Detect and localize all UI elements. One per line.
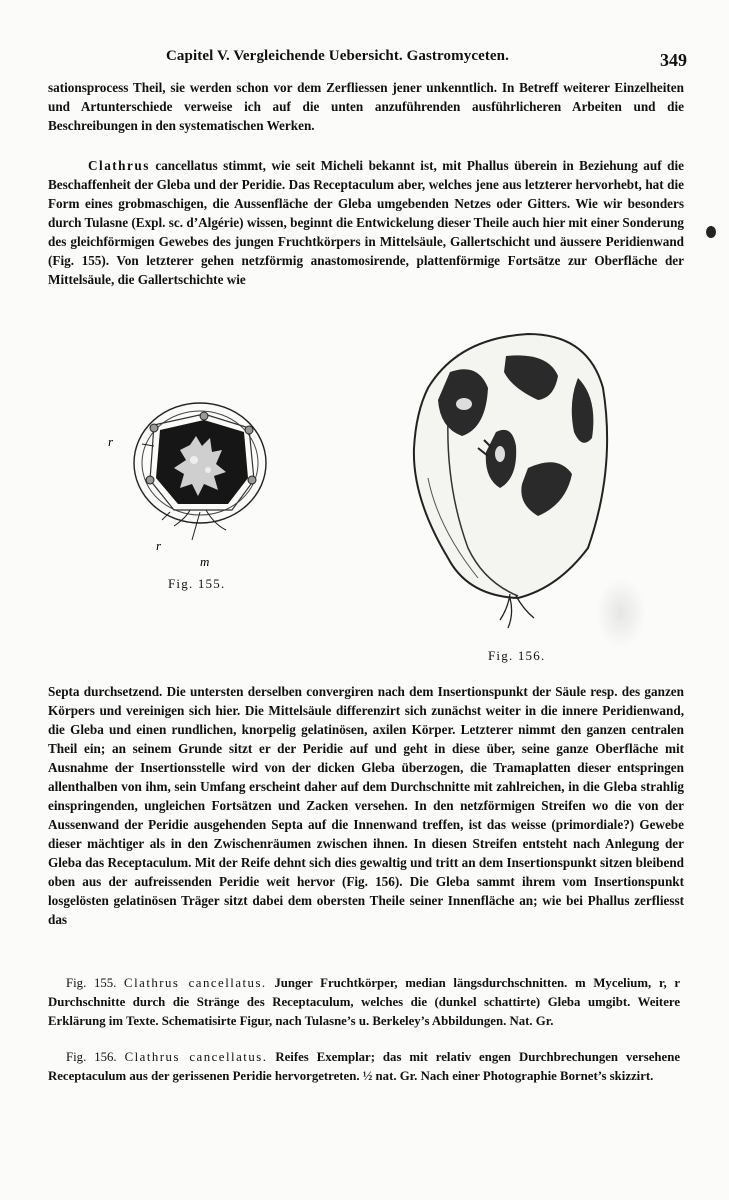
caption-156-text: Reifes Exemplar; das mit relativ engen Durchbrechungen versehene Receptaculum aus der gerissenen Peridie hervorgetreten. ½ nat. Gr. Nach einer Photographie Bornet’s skizzirt. bbox=[48, 1050, 680, 1083]
figure-156-label: Fig. 156. bbox=[488, 648, 546, 663]
label-m: m bbox=[200, 554, 210, 569]
scan-artifact bbox=[596, 578, 646, 648]
figure-155 bbox=[104, 400, 284, 590]
genus-name: Clathrus bbox=[88, 158, 150, 173]
caption-fig-155 bbox=[48, 974, 680, 1031]
page-number: 349 bbox=[660, 50, 687, 70]
chapter-title: Capitel V. Vergleichende Uebersicht. Gastromyceten. bbox=[166, 48, 509, 64]
paragraph-2-text: cancellatus stimmt, wie seit Micheli bekannt ist, mit Phallus überein in Beziehung auf die Beschaffenheit der Gleba und der Peridie. Das Receptaculum aber, welches jene aus letzterer hervorhebt, hat die Form eines grobmaschigen, die Aussenfläche der Gleba umgebenden Netzes oder Gitters. Wie wir besonders durch Tulasne (Expl. sc. d’Algérie) wissen, beginnt die Entwickelung dieser Theile auch hier mit einer Sonderung des gleichförmigen Gewebes des jungen Fruchtkörpers in Mittelsäule, Gallertschicht und äussere Peridienwand (Fig. 155). Von letzterer gehen netzförmig anastomosirende, plattenförmige Fortsätze zur Oberfläche der Mittelsäule, die Gallertschichte wie bbox=[48, 158, 684, 287]
running-header bbox=[48, 44, 687, 70]
figure-156 bbox=[388, 328, 628, 663]
scan-artifact bbox=[706, 226, 716, 238]
caption-156-species: Clathrus cancellatus. bbox=[124, 1050, 268, 1064]
figure-156-drawing bbox=[388, 328, 628, 638]
paragraph-2 bbox=[48, 156, 684, 289]
figure-155-label: Fig. 155. bbox=[168, 576, 226, 591]
label-r-bottom: r bbox=[156, 538, 162, 553]
paragraph-3: Septa durchsetzend. Die untersten derselben convergiren nach dem Insertionspunkt der Säule resp. des ganzen Körpers und vereinigen sich hier. Die Mittelsäule differenzirt sich zunächst weiter in die innere Peridienwand, die Gleba und einen rundlichen, knorpelig gelatinösen, axilen Körper. Letzterer nimmt den ganzen centralen Theil ein; an seinem Grunde sitzt er der Peridie auf und geht in diese über, seine ganze Oberfläche mit Ausnahme der Insertionsstelle wird von der dicken Gleba überzogen, die Tramaplatten dieser entspringen allenthalben von ihm, sein Umfang erscheint daher auf dem Durchschnitte mit zahlreichen, in die Gleba strahlig einspringenden, ungleichen Fortsätzen und Zacken versehen. In den netzförmigen Streifen wo die von der Aussenwand der Peridie ausgehenden Septa auf die Innenwand treffen, ist das weisse (primordiale?) Gewebe dieser mächtiger als in den Zwischenräumen zwischen ihnen. In diesen Streifen entsteht nach Anlegung der Gleba das Receptaculum. Mit der Reife dehnt sich dies gewaltig und tritt an dem Insertionspunkt sitzen bleibend oben aus der aufreissenden Peridie weit hervor (Fig. 156). Die Gleba sammt ihrem vom Insertionspunkt losgelösten gelatinösen Träger sitzt dabei dem obersten Theile seiner Innenfläche an; wie bei Phallus zerfliesst das bbox=[48, 684, 684, 927]
caption-155-text: Junger Fruchtkörper, median längsdurchschnitten. m Mycelium, r, r Durchschnitte durch die Stränge des Receptaculum, welches die (dunkel schattirte) Gleba umgibt. Weitere Erklärung im Texte. Schematisirte Figur, nach Tulasne’s u. Berkeley’s Abbildungen. Nat. Gr. bbox=[48, 976, 681, 1028]
label-r-top: r bbox=[108, 434, 114, 449]
caption-156-number: Fig. 156. bbox=[66, 1050, 117, 1064]
caption-fig-156 bbox=[48, 1048, 680, 1086]
caption-155-number: Fig. 155. bbox=[66, 976, 117, 990]
caption-155-species: Clathrus cancellatus. bbox=[124, 976, 267, 990]
paragraph-1: sationsprocess Theil, sie werden schon vor dem Zerfliessen jener unkenntlich. In Betreff weiterer Einzelheiten und Artunterschiede verweise ich auf die unten anzuführenden ausführlicheren Arbeiten und die Beschreibungen in den systematischen Werken. bbox=[48, 80, 684, 133]
figure-155-drawing bbox=[104, 400, 284, 590]
